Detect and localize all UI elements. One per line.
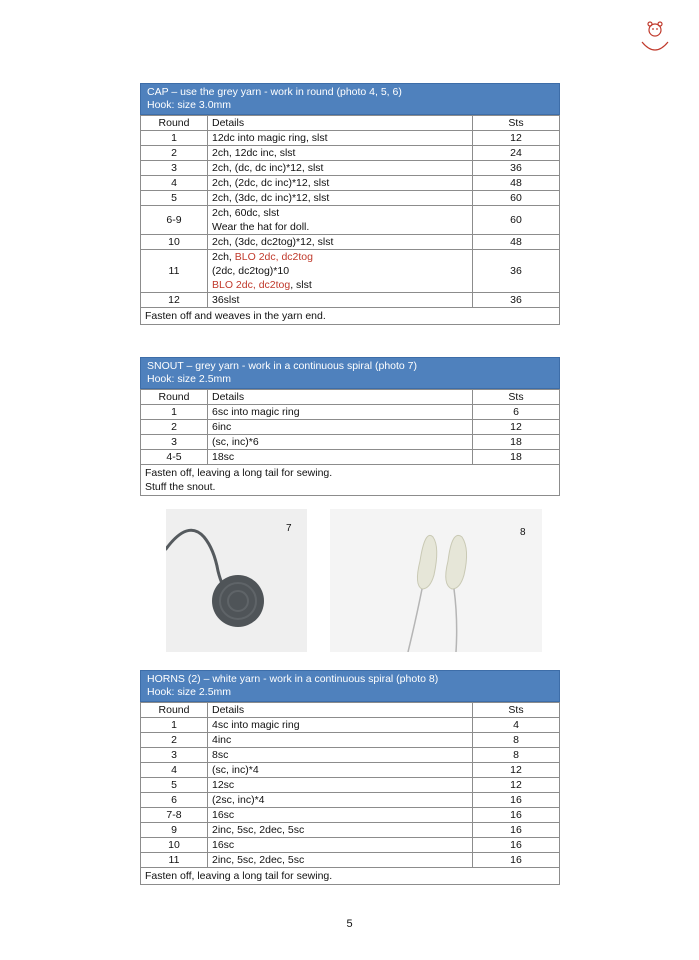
cap-header (140, 83, 560, 115)
table-row: 1 4sc into magic ring 4 (141, 718, 560, 733)
horns-title: HORNS (2) – white yarn - work in a continuous spiral (photo 8) (147, 673, 439, 685)
cap-hook: Hook: size 3.0mm (147, 99, 232, 111)
snout-hook: Hook: size 2.5mm (147, 373, 232, 385)
table-row: 4 2ch, (2dc, dc inc)*12, slst 48 (141, 176, 560, 191)
table-row: 10 16sc 16 (141, 838, 560, 853)
round-header: Round (141, 116, 208, 131)
photo-7-label: 7 (286, 523, 292, 534)
table-row: 3 (sc, inc)*6 18 (141, 435, 560, 450)
photo-8-horns (330, 509, 542, 652)
table-header-row (141, 116, 560, 131)
cap-title: CAP – use the grey yarn - work in round (photo 4, 5, 6) (147, 86, 402, 98)
table-row: 1 12dc into magic ring, slst 12 (141, 131, 560, 146)
snout-notes: Fasten off, leaving a long tail for sewing. Stuff the snout. (140, 465, 560, 496)
photo-8-label: 8 (520, 527, 526, 538)
photo-7-snout (166, 509, 307, 652)
table-row: 11 2inc, 5sc, 2dec, 5sc 16 (141, 853, 560, 868)
table-row: 1 6sc into magic ring 6 (141, 405, 560, 420)
horns-table (140, 702, 560, 868)
snout-header (140, 357, 560, 389)
table-row: 7-8 16sc 16 (141, 808, 560, 823)
table-row: 11 2ch, BLO 2dc, dc2tog (2dc, dc2tog)*10 BLO 2dc, dc2tog, slst 36 (141, 250, 560, 293)
horns-notes: Fasten off, leaving a long tail for sewing. (140, 868, 560, 885)
cap-section (140, 83, 560, 325)
snout-title: SNOUT – grey yarn - work in a continuous spiral (photo 7) (147, 360, 418, 372)
table-row: 6 (2sc, inc)*4 16 (141, 793, 560, 808)
horns-section (140, 670, 560, 885)
table-row: 3 2ch, (dc, dc inc)*12, slst 36 (141, 161, 560, 176)
snout-table (140, 389, 560, 465)
horns-header (140, 670, 560, 702)
sts-header: Sts (473, 116, 560, 131)
table-header-row: Round Details Sts (141, 703, 560, 718)
table-row: 5 12sc 12 (141, 778, 560, 793)
table-row: 10 2ch, (3dc, dc2tog)*12, slst 48 (141, 235, 560, 250)
details-header: Details (208, 116, 473, 131)
horns-hook: Hook: size 2.5mm (147, 686, 232, 698)
table-row: 12 36slst 36 (141, 293, 560, 308)
table-row: 3 8sc 8 (141, 748, 560, 763)
cap-notes: Fasten off and weaves in the yarn end. (140, 308, 560, 325)
table-row: 4 (sc, inc)*4 12 (141, 763, 560, 778)
table-row: 9 2inc, 5sc, 2dec, 5sc 16 (141, 823, 560, 838)
table-row: 2 2ch, 12dc inc, slst 24 (141, 146, 560, 161)
table-header-row: Round Details Sts (141, 390, 560, 405)
cap-table (140, 115, 560, 308)
table-row: 2 4inc 8 (141, 733, 560, 748)
page-number: 5 (346, 918, 353, 930)
table-row: 2 6inc 12 (141, 420, 560, 435)
table-row: 6-9 2ch, 60dc, slst Wear the hat for doll. 60 (141, 206, 560, 235)
table-row: 5 2ch, (3dc, dc inc)*12, slst 60 (141, 191, 560, 206)
table-row: 4-5 18sc 18 (141, 450, 560, 465)
crochet-bear-logo-icon (632, 14, 678, 60)
snout-section (140, 357, 560, 496)
